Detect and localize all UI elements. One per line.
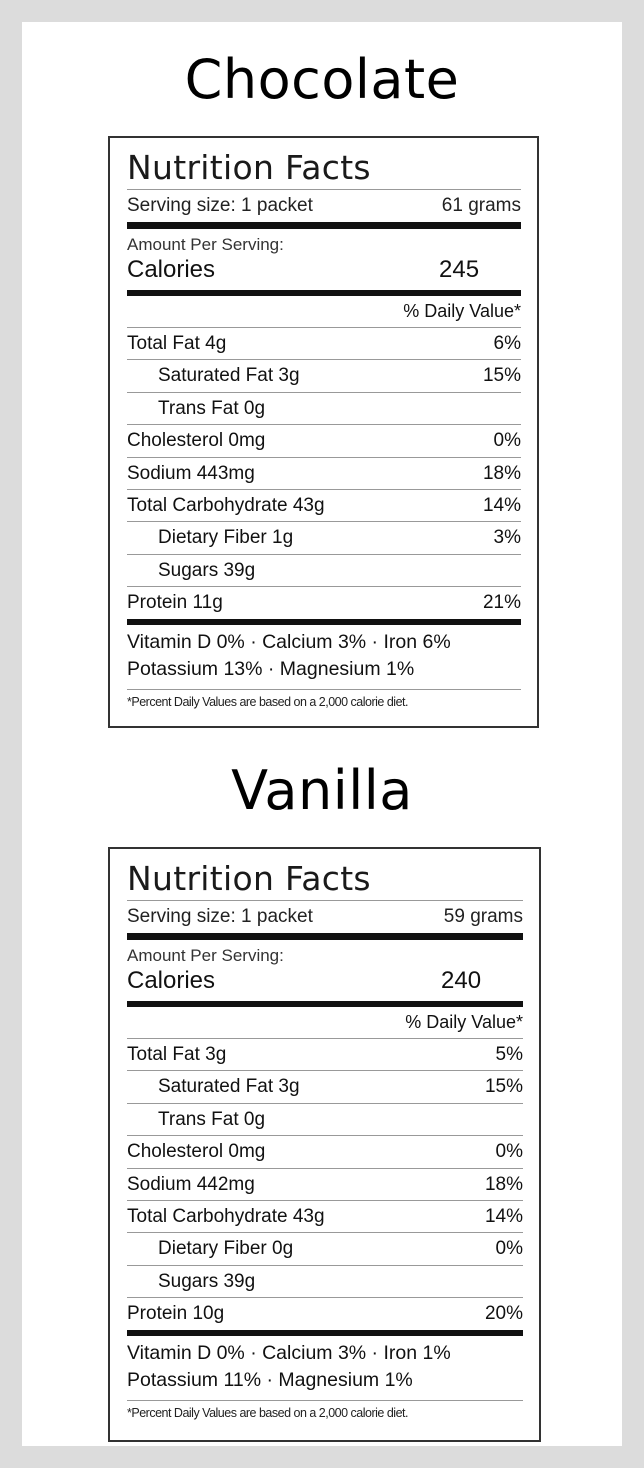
nutrient-row — [127, 360, 521, 392]
nutrient-name: Dietary Fiber 0g — [158, 1238, 294, 1260]
nutrition-facts-title: Nutrition Facts — [127, 148, 521, 190]
daily-value-footnote: *Percent Daily Values are based on a 2,000 calorie diet. — [127, 1405, 408, 1420]
serving-size-text: Serving size: 1 packet — [127, 195, 313, 216]
nutrient-dv: 5% — [495, 1044, 523, 1065]
vitamins-line: Vitamin D 0% · Calcium 3% · Iron 1% — [127, 1341, 451, 1364]
nutrient-row — [127, 1266, 523, 1298]
nutrient-row — [127, 1104, 523, 1136]
amount-per-serving: Amount Per Serving: — [127, 946, 284, 965]
calories-row — [127, 966, 523, 1001]
amount-per-serving: Amount Per Serving: — [127, 235, 284, 254]
minerals-line: Potassium 13% · Magnesium 1% — [127, 657, 415, 680]
nutrient-name: Sugars 39g — [158, 1270, 256, 1292]
nutrient-dv: 21% — [482, 592, 521, 614]
nutrient-name: Protein 11g — [127, 592, 223, 614]
nutrient-name: Total Carbohydrate 43g — [127, 495, 325, 517]
nutrient-name: Total Fat 4g — [127, 333, 227, 354]
nutrition-label-chocolate — [108, 136, 539, 728]
nutrient-name: Sodium 443mg — [127, 462, 255, 484]
nutrient-name: Saturated Fat 3g — [158, 1076, 300, 1098]
calories-value: 240 — [441, 967, 482, 994]
nutrient-row — [127, 1233, 523, 1265]
nutrient-dv: 3% — [493, 527, 521, 549]
nutrient-row — [127, 587, 521, 618]
thick-divider — [127, 222, 521, 229]
nutrient-name: Trans Fat 0g — [158, 1108, 266, 1130]
nutrient-dv: 15% — [482, 365, 521, 387]
daily-value-footnote: *Percent Daily Values are based on a 2,000 calorie diet. — [127, 694, 408, 709]
flavor-title-vanilla: Vanilla — [231, 759, 413, 822]
nutrient-dv: 0% — [495, 1141, 523, 1163]
nutrient-row — [127, 458, 521, 490]
calories-value: 245 — [439, 256, 480, 283]
calories-label: Calories — [127, 256, 216, 283]
thick-divider — [127, 933, 523, 940]
nutrition-facts-title: Nutrition Facts — [127, 859, 523, 901]
nutrient-dv: 18% — [482, 462, 521, 484]
nutrient-row — [127, 425, 521, 457]
daily-value-header: % Daily Value* — [127, 1007, 523, 1039]
nutrient-row — [127, 1298, 523, 1329]
nutrition-label-vanilla — [108, 847, 541, 1442]
nutrient-row — [127, 1039, 523, 1071]
nutrient-row — [127, 490, 521, 522]
nutrient-row — [127, 1136, 523, 1168]
nutrient-row — [127, 1201, 523, 1233]
nutrient-dv: 14% — [482, 495, 521, 517]
serving-size-row — [127, 190, 521, 221]
serving-size-text: Serving size: 1 packet — [127, 906, 313, 927]
nutrient-row — [127, 1071, 523, 1103]
serving-size-row — [127, 901, 523, 932]
nutrient-dv: 15% — [484, 1076, 523, 1098]
nutrient-dv: 18% — [484, 1173, 523, 1195]
calories-label: Calories — [127, 967, 216, 994]
nutrient-name: Sugars 39g — [158, 559, 256, 581]
minerals-line: Potassium 11% · Magnesium 1% — [127, 1368, 413, 1391]
daily-value-header: % Daily Value* — [127, 296, 521, 328]
nutrient-dv: 14% — [484, 1206, 523, 1228]
vitamins-minerals — [127, 1336, 523, 1401]
nutrient-name: Dietary Fiber 1g — [158, 527, 294, 549]
serving-grams: 61 grams — [441, 195, 521, 216]
nutrient-row — [127, 328, 521, 360]
nutrient-row — [127, 522, 521, 554]
nutrient-name: Total Carbohydrate 43g — [127, 1206, 325, 1228]
nutrient-name: Cholesterol 0mg — [127, 430, 266, 452]
nutrient-dv: 20% — [484, 1303, 523, 1325]
flavor-title-chocolate: Chocolate — [184, 48, 460, 111]
nutrient-row — [127, 393, 521, 425]
nutrient-dv: 6% — [493, 333, 521, 354]
nutrient-dv: 0% — [493, 430, 521, 452]
nutrient-row — [127, 555, 521, 587]
calories-row — [127, 255, 521, 290]
nutrient-dv: 0% — [495, 1238, 523, 1260]
nutrient-name: Saturated Fat 3g — [158, 365, 300, 387]
page — [22, 22, 622, 1446]
nutrient-name: Sodium 442mg — [127, 1173, 255, 1195]
nutrient-name: Trans Fat 0g — [158, 397, 266, 419]
nutrient-name: Cholesterol 0mg — [127, 1141, 266, 1163]
vitamins-line: Vitamin D 0% · Calcium 3% · Iron 6% — [127, 630, 451, 653]
vitamins-minerals — [127, 625, 521, 690]
serving-grams: 59 grams — [443, 906, 523, 927]
nutrient-name: Protein 10g — [127, 1303, 225, 1325]
nutrient-name: Total Fat 3g — [127, 1044, 227, 1065]
nutrient-row — [127, 1169, 523, 1201]
